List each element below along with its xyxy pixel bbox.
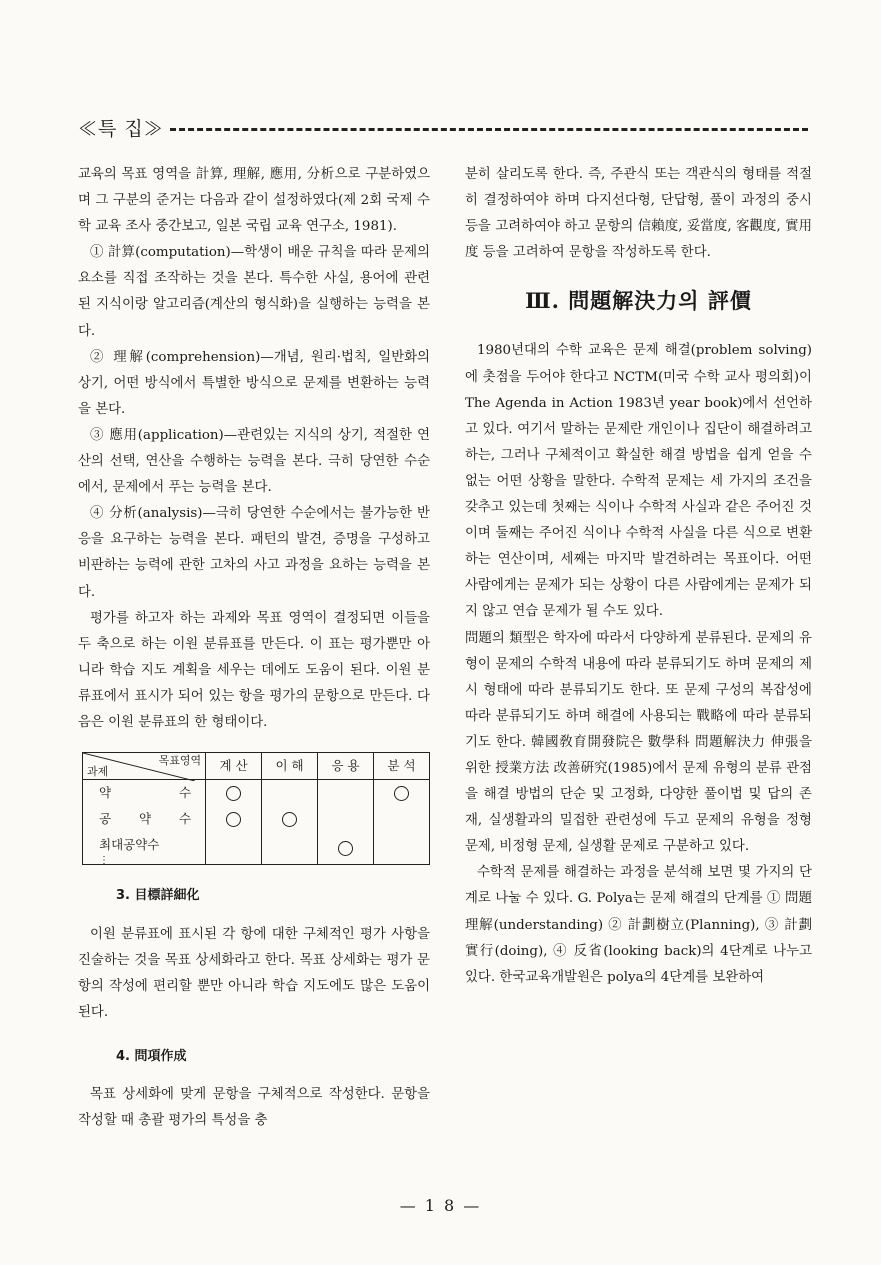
circle-mark <box>394 786 409 801</box>
corner-bottom-label: 과제 <box>87 765 109 779</box>
cell <box>262 832 318 865</box>
circle-mark <box>282 812 297 827</box>
polya-paragraph: 수학적 문제를 해결하는 과정을 분석해 보면 몇 가지의 단계로 나눌 수 있다. G. Polya는 문제 해결의 단계를 ① 問題理解(understanding) ② 計劃樹立(Planning), ③ 計劃實行(doing), ④ 反省(looking back)의 4단계로 나누고 있다. 한국교육개발원은 polya의 4단계를 보완하여 <box>465 865 812 985</box>
col-header: 분 석 <box>373 753 429 780</box>
cell <box>373 780 429 807</box>
item-writing-paragraph: 목표 상세화에 맞게 문항을 구체적으로 작성한다. 문항을 작성할 때 총괄 평가의 특성을 충 <box>78 1087 430 1129</box>
circle-mark <box>226 786 241 801</box>
page-number: — 1 8 — <box>399 1196 482 1215</box>
subheading-item-writing: 4. 問項作成 <box>116 1048 187 1064</box>
cell <box>206 832 262 865</box>
problem-solving-paragraph: 1980년대의 수학 교육은 문제 해결(problem solving)에 촛점을 두어야 한다고 NCTM(미국 수학 교사 평의회)이 The Agenda in Action 1983년 year book)에서 선언하고 있다. 여기서 말하는 문제란 개인이나 집단이 해결하려고 하는, 그러나 구체적이고 확실한 해결 방법을 쉽게 얻을 수 없는 어떤 상황을 말한다. 수학적 문제는 세 가지의 조건을 갖추고 있는데 첫째는 식이나 수학적 사실과 같은 주어진 것이며 둘째는 주어진 식이나 수학적 사실을 다른 식으로 변환하는 연산이며, 세째는 마지막 발견하려는 목표이다. 어떤 사람에게는 문제가 되는 상황이 다른 사람에게는 문제가 되지 않고 연습 문제가 될 수도 있다. <box>465 343 812 620</box>
objective-detail-paragraph: 이원 분류표에 표시된 각 항에 대한 구체적인 평가 사항을 진술하는 것을 목표 상세화라고 한다. 목표 상세화는 평가 문항의 작성에 편리할 뿐만 아니라 학습 지도에도 많은 도움이 된다. <box>78 926 430 1020</box>
table-row <box>83 780 430 807</box>
cell <box>318 832 374 865</box>
table-intro-paragraph: 평가를 하고자 하는 과제와 목표 영역이 결정되면 이들을 두 축으로 하는 이원 분류표를 만든다. 이 표는 평가뿐만 아니라 학습 지도 계획을 세우는 데에도 도움이 된다. 이원 분류표에서 표시가 되어 있는 항을 평가의 문항으로 만든다. 다음은 이원 분류표의 한 형태이다. <box>78 610 430 730</box>
cell <box>206 806 262 832</box>
cell <box>318 806 374 832</box>
right-column <box>465 162 812 991</box>
left-column <box>78 162 430 1134</box>
header-dashed-rule <box>170 128 808 131</box>
circle-mark <box>226 812 241 827</box>
table-header-row <box>83 753 430 780</box>
cell <box>373 806 429 832</box>
intro-paragraph: 교육의 목표 영역을 計算, 理解, 應用, 分析으로 구분하였으며 그 구분의 준거는 다음과 같이 설정하였다(제 2회 국제 수학 교육 조사 중간보고, 일본 국립 교육 연구소, 1981). <box>78 167 430 235</box>
cell <box>318 780 374 807</box>
table-corner-cell <box>83 753 206 780</box>
item-application: ③ 應用(application)—관련있는 지식의 상기, 적절한 연산의 선택, 연산을 수행하는 능력을 본다. 극히 당연한 수순에서, 문제에서 푸는 능력을 본다. <box>78 427 430 496</box>
two-way-table <box>82 752 430 865</box>
circle-mark <box>338 841 353 856</box>
row-label: 공 약 수 <box>83 806 206 832</box>
continued-paragraph: 분히 살리도록 한다. 즉, 주관식 또는 객관식의 형태를 적절히 결정하여야 하며 다지선다형, 단답형, 풀이 과정의 중시 등을 고려하여야 하고 문항의 信賴度, 妥當度, 客觀度, 實用度 등을 고려하여 문항을 작성하도록 한다. <box>465 167 812 261</box>
continuation-dots: ⋮ <box>99 855 109 867</box>
col-header: 계 산 <box>206 753 262 780</box>
header-label: ≪특 집≫ <box>78 117 164 140</box>
item-computation: ① 計算(computation)—학생이 배운 규칙을 따라 문제의 요소를 직접 조작하는 것을 본다. 특수한 사실, 용어에 관련된 지식이랑 알고리즘(계산의 형식화)을 실행하는 능력을 본다. <box>78 245 430 339</box>
item-analysis: ④ 分析(analysis)—극히 당연한 수순에서는 불가능한 반응을 요구하는 능력을 본다. 패턴의 발견, 증명을 구성하고 비판하는 능력에 관한 고차의 사고 과정을 요하는 능력을 본다. <box>78 506 430 600</box>
cell <box>262 780 318 807</box>
corner-top-label: 목표영역 <box>158 754 202 768</box>
row-label: 최대공약수 <box>99 837 160 853</box>
table-row <box>83 806 430 832</box>
cell <box>373 832 429 865</box>
section-header <box>78 114 808 140</box>
problem-types-paragraph: 問題의 類型은 학자에 따라서 다양하게 분류된다. 문제의 유형이 문제의 수학적 내용에 따라 분류되기도 하며 문제의 제시 형태에 따라 분류되기도 한다. 또 문제 구성의 복잡성에 따라 분류되기도 하며 해결에 사용되는 戰略에 따라 분류되기도 한다. 韓國敎育開發院은 數學科 問題解決力 伸張을 위한 授業方法 改善硏究(1985)에서 문제 유형의 분류 관점을 해결 방법의 단순 및 고정화, 다양한 풀이법 및 답의 존재, 실생활과의 밀접한 관련성에 두고 문제의 유형을 정형 문제, 비정형 문제, 실생활 문제로 구분하고 있다. <box>465 630 812 855</box>
table-row <box>83 832 430 865</box>
row-label: 약 수 <box>83 780 206 807</box>
row-label-with-continuation <box>83 832 206 865</box>
section-title: Ⅲ. 問題解決力의 評價 <box>525 288 752 314</box>
cell <box>262 806 318 832</box>
col-header: 응 용 <box>318 753 374 780</box>
col-header: 이 해 <box>262 753 318 780</box>
item-comprehension: ② 理解(comprehension)—개념, 원리·법칙, 일반화의 상기, 어떤 방식에서 특별한 방식으로 문제를 변환하는 능력을 본다. <box>78 349 430 417</box>
subheading-objective-detail: 3. 目標詳細化 <box>116 888 200 904</box>
cell <box>206 780 262 807</box>
